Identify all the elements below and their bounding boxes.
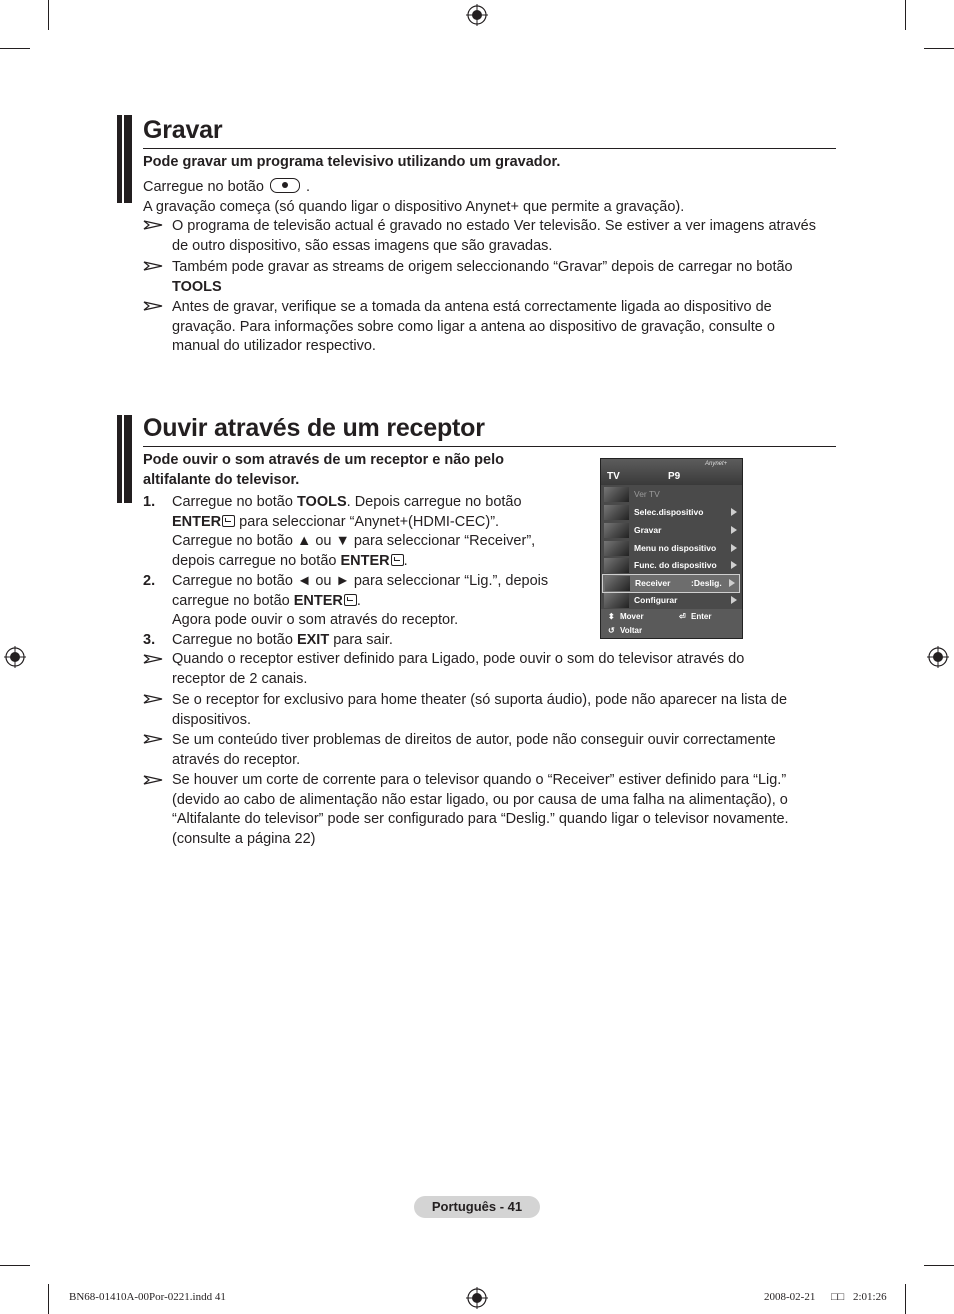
section-bar [117, 115, 122, 203]
osd-item-menu-dispositivo: Menu no dispositivo [602, 540, 741, 557]
page-number: Português - 41 [414, 1196, 540, 1218]
note-arrow-icon [143, 774, 163, 786]
section-title-gravar: Gravar [143, 116, 223, 144]
chevron-right-icon [731, 544, 737, 552]
osd-item-func-dispositivo: Func. do dispositivo [602, 557, 741, 574]
note-arrow-icon [143, 693, 163, 705]
step-number: 3. [143, 632, 156, 648]
receptor-note-4: Se houver um corte de corrente para o televisor quando o “Receiver” estiver definido para “Lig.” (devido ao cabo de alimentação não estar ligado, ou por causa de uma falha na alimentação), o “Altifalante do televisor” pode ser configurado para “Deslig.” quando ligar o televisor novamente. (consulte a página 22) [172, 772, 789, 847]
record-button-icon [270, 178, 300, 193]
step-number: 2. [143, 573, 156, 589]
crop-mark [0, 1265, 30, 1266]
receptor-note-1: Quando o receptor estiver definido para Ligado, pode ouvir o som do televisor através do receptor de 2 canais. [172, 651, 745, 687]
osd-source: TV [607, 471, 620, 482]
enter-icon [344, 594, 357, 606]
gravar-note-2: Também pode gravar as streams de origem seleccionando “Gravar” depois de carregar no botão TOOLS [172, 259, 793, 295]
gear-icon [604, 593, 629, 608]
step-3: Carregue no botão EXIT para sair. [172, 632, 393, 648]
crop-mark [924, 48, 954, 49]
step-2: Carregue no botão ◄ ou ► para seleccionar “Lig.”, depois carregue no botão ENTER . Agora pode ouvir o som através do receptor. [172, 573, 549, 628]
osd-item-selec-dispositivo: Selec.dispositivo [602, 504, 741, 521]
receptor-note-3: Se um conteúdo tiver problemas de direitos de autor, pode não conseguir ouvir correctamente através do receptor. [172, 732, 776, 768]
crop-mark [48, 0, 49, 30]
note-arrow-icon [143, 219, 163, 231]
receptor-note-2: Se o receptor for exclusivo para home theater (só suporta áudio), pode não aparecer na lista de dispositivos. [172, 692, 788, 728]
gravar-note-3: Antes de gravar, verifique se a tomada da antena está correctamente ligada ao dispositivo de gravação. Para informações sobre como ligar a antena ao dispositivo de gravação, consulte o manual do utilizador respectivo. [172, 299, 775, 354]
file-slug: BN68-01410A-00Por-0221.indd 41 [69, 1291, 226, 1303]
osd-item-configurar: Configurar [602, 592, 741, 609]
step-1: Carregue no botão TOOLS. Depois carregue no botão ENTER para seleccionar “Anynet+(HDMI-CEC)”. Carregue no botão ▲ ou ▼ para seleccionar “Receiver”, depois carregue no botão ENTER . [172, 494, 536, 569]
print-boxes: □□ [831, 1291, 845, 1303]
registration-mark-icon [466, 4, 488, 26]
chevron-right-icon [731, 596, 737, 604]
crop-mark [905, 0, 906, 30]
print-time: 2:01:26 [853, 1291, 887, 1303]
section-rule [143, 446, 836, 447]
crop-mark [924, 1265, 954, 1266]
osd-item-ver-tv: Ver TV [602, 486, 741, 503]
crop-mark [48, 1284, 49, 1314]
osd-header [601, 459, 742, 485]
osd-channel: P9 [668, 471, 681, 482]
gravar-note-1: O programa de televisão actual é gravado no estado Ver televisão. Se estiver a ver imagens através de outro dispositivo, são essas imagens que são gravadas. [172, 218, 816, 254]
chevron-right-icon [731, 561, 737, 569]
enter-icon: ⏎ [679, 612, 686, 621]
receptor-intro: Pode ouvir o som através de um receptor e não pelo altifalante do televisor. [143, 452, 504, 488]
section-bar [124, 415, 132, 503]
up-down-icon: ⬍ [608, 612, 615, 621]
enter-icon [222, 515, 235, 527]
chevron-right-icon [731, 526, 737, 534]
section-bar [124, 115, 132, 203]
return-icon: ↺ [608, 626, 615, 635]
osd-footer: ⬍ Mover ⏎ Enter ↺ Voltar [601, 609, 742, 638]
osd-item-gravar: Gravar [602, 522, 741, 539]
step-number: 1. [143, 494, 156, 510]
gravar-intro: Pode gravar um programa televisivo utilizando um gravador. [143, 154, 561, 170]
note-arrow-icon [143, 260, 163, 272]
anynet-logo: Anynet+ [705, 461, 728, 467]
note-arrow-icon [143, 653, 163, 665]
tv-menu-screenshot [600, 458, 743, 639]
crop-mark [0, 48, 30, 49]
print-date: 2008-02-21 [764, 1291, 816, 1303]
crop-mark [905, 1284, 906, 1314]
registration-mark-icon [927, 646, 949, 668]
note-arrow-icon [143, 300, 163, 312]
registration-mark-icon [4, 646, 26, 668]
chevron-right-icon [729, 579, 735, 587]
note-arrow-icon [143, 733, 163, 745]
gravar-press-line: Carregue no botão . [143, 179, 311, 195]
osd-item-receiver: Receiver :Deslig. [602, 574, 740, 593]
registration-mark-icon [466, 1287, 488, 1309]
section-bar [117, 415, 122, 503]
section-title-receptor: Ouvir através de um receptor [143, 414, 485, 442]
gravar-line2: A gravação começa (só quando ligar o dispositivo Anynet+ que permite a gravação). [143, 199, 685, 215]
chevron-right-icon [731, 508, 737, 516]
enter-icon [391, 554, 404, 566]
section-rule [143, 148, 836, 149]
